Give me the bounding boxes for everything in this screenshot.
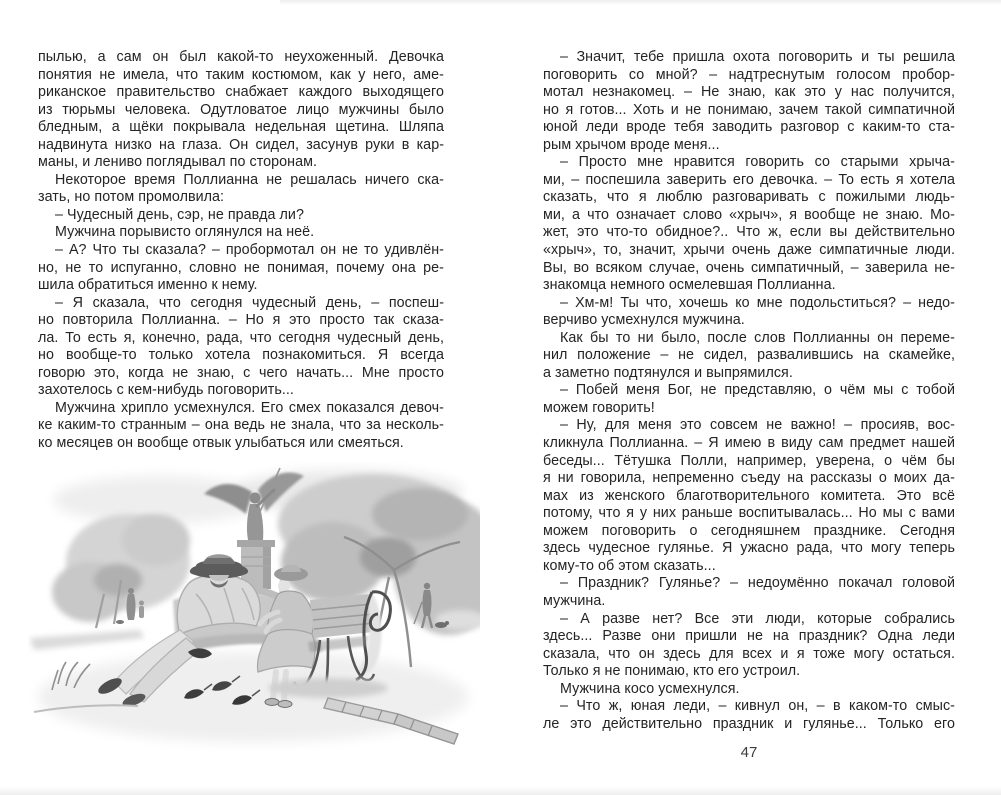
- text-line: надвинута низко на глаза. Он сидел, засунув руки в кар-: [38, 136, 444, 153]
- text-line: сказала, что он здесь для всех и я тоже могу остаться.: [543, 645, 955, 662]
- text-line: кому-то об этом сказать...: [543, 557, 716, 574]
- text-line: верчиво усмехнулся мужчина.: [543, 312, 745, 329]
- text-line: нил положение – не сидел, развалившись на скамейке,: [543, 347, 955, 364]
- text-line: я ни говорила, непременно съеду на рассказы о моих да-: [543, 470, 955, 487]
- text-line: «хрыч», то, значит, хрычи очень даже симпатичные люди.: [543, 242, 955, 259]
- text-line: ла. То есть я, конечно, рада, что сегодня чудесный день,: [38, 329, 444, 346]
- text-line: бледным, а щёки покрывала недельная щетина. Шляпа: [38, 119, 444, 136]
- text-line: но я готов... Хоть и не понимаю, зачем такой симпатичной: [543, 101, 955, 118]
- right-page-text: [543, 49, 955, 733]
- text-line: потому, что я у них раньше воспитывалась... Но мы с вами: [543, 505, 955, 522]
- text-line: – Что ж, юная леди, – кивнул он, – в каком-то смыс-: [560, 698, 955, 715]
- text-line: ми, – поспешила заверить его девочка. – То есть я хотела: [543, 171, 955, 188]
- text-line: юной леди вроде тебя заводить разговор с каким-то ста-: [543, 119, 955, 136]
- text-line: здесь... Разве они пришли не на праздник? Одна леди: [543, 628, 955, 645]
- text-line: – Хм-м! Ты что, хочешь ко мне подольститься? – недо-: [560, 294, 955, 311]
- text-line: знакомца немного осмелевшая Поллианна.: [543, 277, 836, 294]
- text-line: говорю это, когда не знаю, с чего начать... Мне просто: [38, 364, 444, 381]
- text-line: – Значит, тебе пришла охота поговорить и ты решила: [560, 49, 955, 65]
- text-line: понятия не имела, что таким костюмом, как у него, аме-: [38, 66, 444, 83]
- text-line: мах из женского благотворительного комитета. Это всё: [543, 487, 955, 504]
- text-line: здесь чудесное гулянье. Я ужасно рада, что могу теперь: [543, 540, 955, 557]
- text-line: ко месяцев он вообще отвык улыбаться или смеяться.: [38, 435, 404, 452]
- text-line: пылью, а сам он был какой-то неухоженный. Девочка: [38, 49, 444, 65]
- text-line: но вообще-то только хотела познакомиться. Я всегда: [38, 347, 444, 364]
- text-line: Как бы то ни было, после слов Поллианны он переме-: [560, 329, 955, 346]
- text-line: шила обратиться именно к нему.: [38, 277, 258, 294]
- text-line: Некоторое время Поллианна не решалась ничего ска-: [55, 171, 444, 188]
- ground-wash: [38, 652, 468, 742]
- text-line: – Праздник? Гулянье? – недоумённо покачал головой: [560, 575, 955, 592]
- text-line: Мужчина хрипло усмехнулся. Его смех показался девоч-: [55, 399, 444, 416]
- text-line: – Ну, для меня это совсем не важно! – просияв, вос-: [560, 417, 955, 434]
- text-line: Только я не понимаю, кто его устроил.: [543, 663, 801, 680]
- girl-shoe: [278, 701, 292, 708]
- text-line: мотал незнакомец. – Не знаю, как это у нас получится,: [543, 84, 955, 101]
- text-line: ми, а что означает слово «хрыч», я вообще не знаю. Мо-: [543, 206, 955, 223]
- park-scene-illustration: [28, 462, 480, 768]
- text-line: риканское правительство снабжает каждого выходящего: [38, 84, 444, 101]
- text-line: мужчина.: [543, 592, 606, 609]
- text-line: сказать, что я люблю разговаривать с пожилыми людь-: [543, 189, 955, 206]
- text-line: – Побей меня Бог, не представляю, о чём мы с тобой: [560, 382, 955, 399]
- text-line: рым хрычом вроде меня...: [543, 136, 720, 153]
- text-line: Вы, во всяком случае, очень симпатичный, – заверила не-: [543, 259, 955, 276]
- scan-edge-shadow-bottom: [0, 786, 1001, 795]
- text-line: а заметно подтянулся и выпрямился.: [543, 364, 793, 381]
- left-trees: [52, 514, 190, 628]
- text-line: – А? Что ты сказала? – пробормотал он не то удивлён-: [55, 242, 444, 259]
- text-line: – Я сказала, что сегодня чудесный день, – поспеш-: [55, 294, 444, 311]
- text-line: но, не то испуганно, словно не понимая, почему она ре-: [38, 259, 444, 276]
- text-line: Мужчина косо усмехнулся.: [560, 680, 740, 697]
- left-page-text: [38, 49, 444, 453]
- text-line: из тюрьмы человека. Одутловатое лицо мужчины было: [38, 101, 444, 118]
- text-line: – Просто мне нравится говорить со старыми хрыча-: [560, 154, 955, 171]
- text-line: можем говорить!: [543, 399, 655, 416]
- text-line: жет, это что-то обидное?.. Что ж, если вы действительно: [543, 224, 955, 241]
- text-line: Мужчина порывисто оглянулся на неё.: [55, 224, 315, 241]
- text-line: ке каким-то странным – она ведь не знала, что за несколь-: [38, 417, 444, 434]
- girl-shoe: [265, 699, 279, 706]
- text-line: можем поговорить о сегодняшнем празднике. Сегодня: [543, 522, 955, 539]
- park-scene-drawing: [28, 462, 480, 768]
- text-line: – Чудесный день, сэр, не правда ли?: [55, 206, 304, 223]
- text-line: но повторила Поллианна. – Но я это просто так сказа-: [38, 312, 444, 329]
- text-line: беседы... Тётушка Полли, например, уверена, о чём бы: [543, 452, 955, 469]
- text-line: поговорить со мной? – надтреснутым голосом пробор-: [543, 66, 955, 83]
- text-line: захотелось с кем-нибудь поговорить...: [38, 382, 294, 399]
- text-line: – А разве нет? Все эти люди, которые собрались: [560, 610, 955, 627]
- scan-edge-shadow-top: [280, 0, 1001, 5]
- low-wall: [30, 630, 144, 650]
- page-number: 47: [740, 744, 758, 761]
- text-line: маны, и лениво поглядывал по сторонам.: [38, 154, 317, 171]
- text-line: ле это действительно праздник и гулянье... Только его: [543, 715, 955, 732]
- text-line: зать, но потом промолвила:: [38, 189, 225, 206]
- text-line: кликнула Поллианна. – Я имею в виду сам предмет нашей: [543, 435, 955, 452]
